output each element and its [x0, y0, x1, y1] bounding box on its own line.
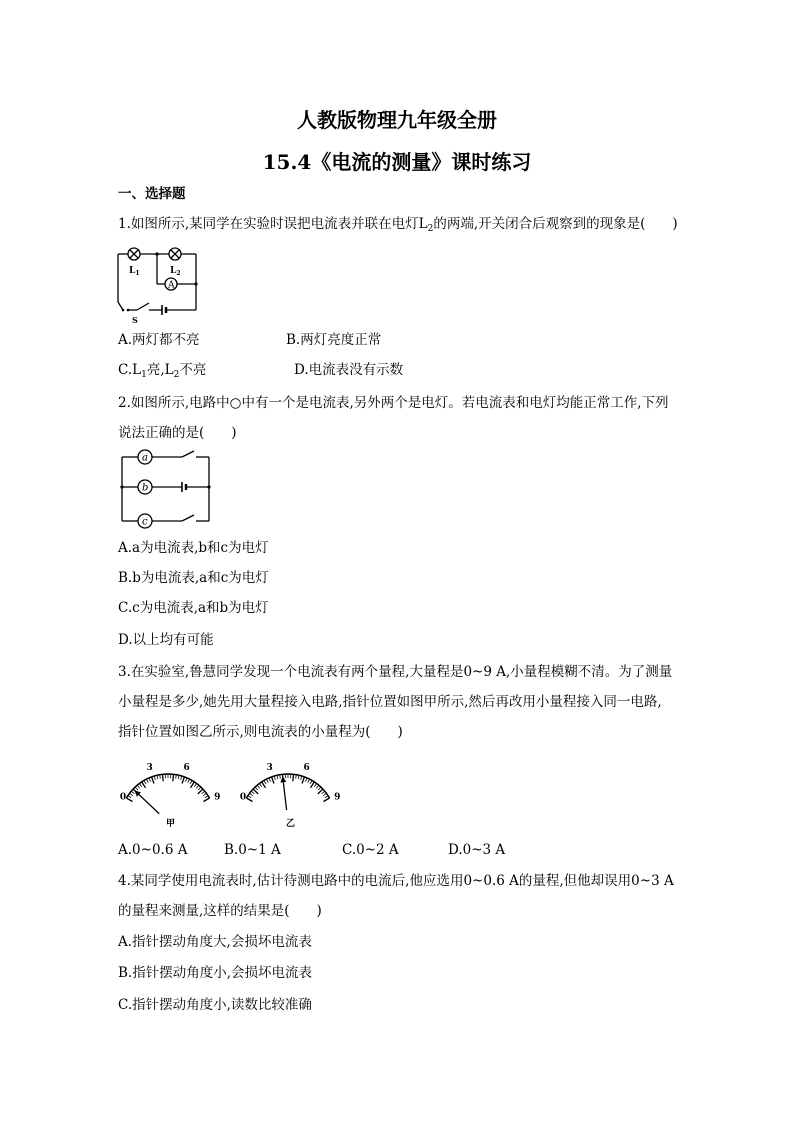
dial-left-scale-tick	[194, 783, 196, 786]
q1-circuit-diagram	[112, 244, 202, 325]
dial-left-scale-tick	[128, 796, 131, 798]
q3-option-d: D.0~3 A	[448, 842, 506, 858]
dial-right-scale-tick	[316, 785, 319, 788]
switch-label: S	[132, 315, 138, 325]
dial-left-tick-label: 9	[214, 792, 221, 803]
dial-right-scale-tick	[310, 780, 312, 783]
element-c-label: c	[142, 516, 148, 528]
dial-left-scale-tick	[157, 775, 158, 779]
question-4-line2: 的量程来测量,这样的结果是( )	[118, 903, 322, 919]
page-subtitle: 15.4《电流的测量》课时练习	[262, 150, 532, 174]
dial-right-tick-label: 9	[334, 792, 341, 803]
dial-left-scale-tick	[173, 774, 174, 781]
element-b-label: b	[142, 482, 149, 494]
q1-option-d: D.电流表没有示数	[294, 362, 404, 378]
dial-left-scale-tick	[204, 798, 210, 802]
q2-option-b: B.b为电流表,a和c为电灯	[118, 570, 269, 586]
q2-circuit-diagram	[116, 447, 216, 529]
dial-left-scale-tick	[205, 796, 208, 798]
q3-option-a: A.0~0.6 A	[118, 842, 188, 858]
dial-left-scale-tick	[139, 783, 141, 786]
dial-right-scale-tick	[298, 775, 299, 779]
dial-right-scale-tick	[314, 783, 316, 786]
dial-left-scale-tick	[144, 780, 146, 783]
dial-right-scale-tick	[259, 783, 261, 786]
q2-option-c: C.c为电流表,a和b为电灯	[118, 600, 269, 616]
ammeter-dial-left	[116, 756, 226, 828]
dial-right-tick-label: 6	[303, 763, 310, 774]
dial-right-scale-tick	[305, 778, 307, 782]
question-1-stem: 1.如图所示,某同学在实验时误把电流表并联在电灯$L_2$的两端,开关闭合后观察到的现象是( )	[118, 216, 678, 234]
dial-left-tick-label: 0	[119, 792, 127, 803]
q2-option-a: A.a为电流表,b和c为电灯	[118, 540, 269, 556]
dial-right-scale-tick	[277, 775, 278, 779]
dial-right-scale-tick	[293, 774, 294, 781]
dial-left-scale-tick	[162, 774, 163, 781]
dial-left-scale-tick	[154, 776, 155, 780]
dial-left-scale-tick	[152, 777, 154, 784]
dial-left-scale-tick	[146, 779, 148, 783]
element-a-label: a	[142, 452, 148, 464]
page-title: 人教版物理九年级全册	[297, 108, 497, 132]
dial-left-scale-tick	[202, 791, 205, 794]
q4-option-a: A.指针摆动角度大,会损坏电流表	[118, 934, 312, 950]
dial-right-figure-label: 乙	[286, 819, 296, 829]
section-heading: 一、选择题	[118, 186, 186, 202]
q4-option-b: B.指针摆动角度小,会损坏电流表	[118, 965, 313, 981]
q2-option-d: D.以上均有可能	[118, 632, 214, 648]
dial-right-scale-tick	[249, 793, 252, 795]
dial-left-scale-tick	[196, 785, 199, 788]
dial-left-scale-tick	[149, 778, 151, 782]
question-2-line2: 说法正确的是( )	[118, 425, 237, 441]
q3-option-b: B.0~1 A	[224, 842, 281, 858]
q1-option-a: A.两灯都不亮	[118, 332, 200, 348]
dial-right-scale-tick	[322, 791, 325, 794]
ammeter-label: A	[168, 280, 175, 291]
dial-right-scale-tick	[318, 787, 321, 790]
q1-option-b: B.两灯亮度正常	[286, 332, 382, 348]
dial-right-scale-tick	[269, 778, 271, 782]
dial-left-scale-tick	[131, 791, 134, 794]
dial-left-tick-label: 6	[183, 763, 190, 774]
question-4-line1: 4.某同学使用电流表时,估计待测电路中的电流后,他应选用0~0.6 A的量程,但他却误用0~3 A	[118, 873, 674, 889]
dial-left-figure-label: 甲	[166, 819, 176, 829]
dial-right-scale-tick	[272, 777, 274, 784]
dial-right-scale-tick	[301, 776, 302, 780]
dial-right-scale-tick	[324, 798, 330, 802]
dial-right-scale-tick	[266, 779, 268, 783]
dial-right-scale-tick	[274, 776, 275, 780]
question-3-line1: 3.在实验室,鲁慧同学发现一个电流表有两个量程,大量程是0~9 A,小量程模糊不清。为了测量	[118, 664, 673, 680]
dial-right-tick-label: 3	[266, 763, 273, 774]
q4-option-c: C.指针摆动角度小,读数比较准确	[118, 997, 312, 1013]
dial-right-scale-tick	[302, 777, 304, 784]
dial-right-scale-tick	[257, 785, 260, 788]
dial-right-scale-tick	[325, 796, 328, 798]
lamp-l1-label: $L_1$	[129, 266, 140, 277]
dial-right-scale-tick	[251, 791, 254, 794]
dial-right-scale-tick	[323, 793, 326, 795]
dial-left-scale-tick	[129, 793, 132, 795]
dial-right-scale-tick	[264, 780, 266, 783]
dial-left-tick-label: 3	[146, 763, 153, 774]
dial-left-scale-tick	[137, 785, 140, 788]
dial-left-scale-tick	[135, 787, 138, 790]
dial-left-scale-tick	[198, 787, 201, 790]
dial-right-scale-tick	[255, 787, 258, 790]
dial-left-scale-tick	[178, 775, 179, 779]
ammeter-dial-right	[236, 756, 346, 828]
dial-right-scale-tick	[246, 798, 252, 802]
dial-right-scale-tick	[248, 796, 251, 798]
q1-option-c: $C.L_1$亮$,L_2$不亮	[118, 362, 207, 380]
q3-option-c: C.0~2 A	[342, 842, 399, 858]
question-3-line2: 小量程是多少,她先用大量程接入电路,指针位置如图甲所示,然后再改用小量程接入同一电路,	[118, 694, 662, 710]
dial-left-scale-tick	[190, 780, 192, 783]
dial-left-scale-tick	[181, 776, 182, 780]
dial-right-scale-tick	[308, 779, 310, 783]
dial-left-scale-tick	[126, 798, 132, 802]
dial-right-tick-label: 0	[239, 792, 247, 803]
dial-left-scale-tick	[182, 777, 184, 784]
lamp-l2-label: $L_2$	[170, 266, 181, 277]
dial-left-scale-tick	[203, 793, 206, 795]
question-2-line1: 2.如图所示,电路中○中有一个是电流表,另外两个是电灯。若电流表和电灯均能正常工作,下列	[118, 395, 669, 411]
question-3-line3: 指针位置如图乙所示,则电流表的小量程为( )	[118, 724, 403, 740]
dial-left-scale-tick	[185, 778, 187, 782]
dial-left-scale-tick	[188, 779, 190, 783]
